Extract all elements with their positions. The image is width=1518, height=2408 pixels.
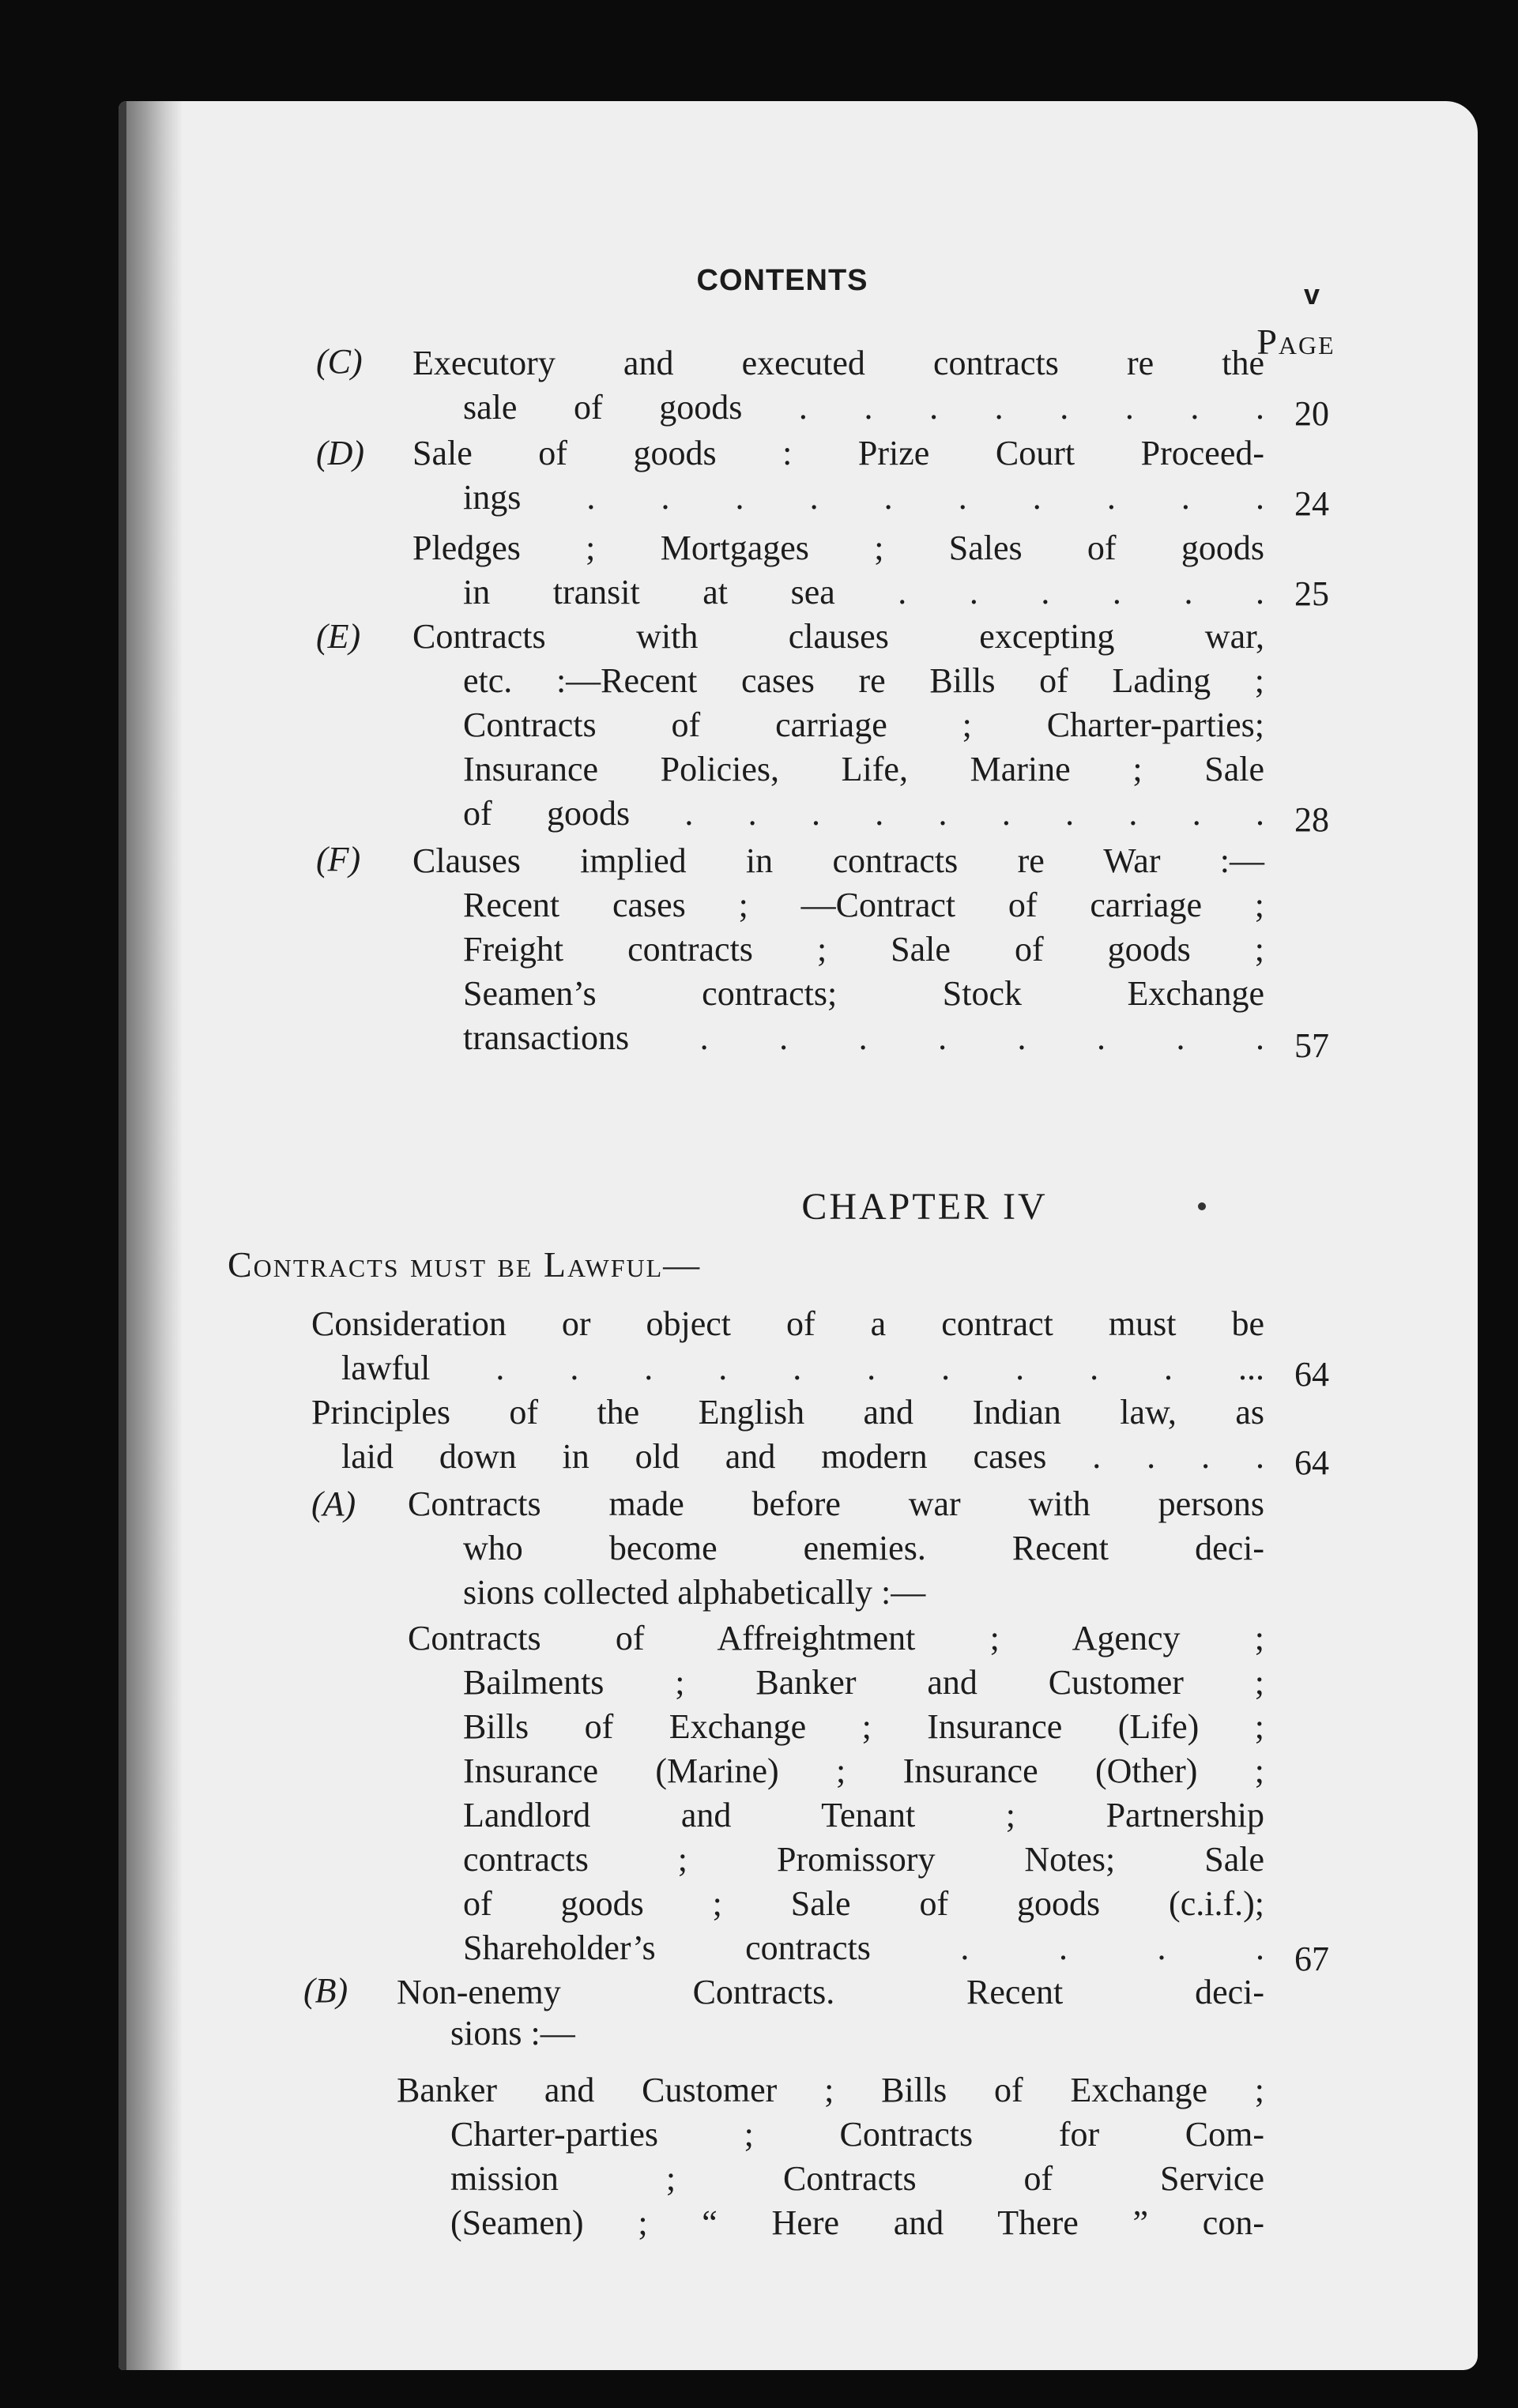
- entry-line: Principles of the English and Indian law, as: [311, 1393, 1264, 1432]
- entry-letter: (A): [311, 1484, 356, 1523]
- entry-line: Freight contracts ; Sale of goods ;: [463, 930, 1264, 969]
- entry-line: lawful . . . . . . . . . . ...: [341, 1349, 1264, 1387]
- entry-line: Contracts made before war with persons: [408, 1484, 1264, 1523]
- entry-line: Bills of Exchange ; Insurance (Life) ;: [463, 1707, 1264, 1746]
- entry-page-number: 64: [1294, 1355, 1329, 1394]
- entry-line: of goods . . . . . . . . . .: [463, 794, 1264, 833]
- chapter-title: CHAPTER IV: [801, 1186, 1048, 1228]
- entry-letter: (B): [303, 1971, 348, 2010]
- entry-line: Contracts of carriage ; Charter-parties;: [463, 705, 1264, 744]
- entry-line: Bailments ; Banker and Customer ;: [463, 1663, 1264, 1702]
- book-page: [119, 101, 1478, 2370]
- entry-line: Clauses implied in contracts re War :—: [412, 841, 1264, 880]
- entry-line: in transit at sea . . . . . .: [463, 573, 1264, 611]
- entry-page-number: 57: [1294, 1026, 1329, 1065]
- entry-line: Shareholder’s contracts . . . .: [463, 1928, 1264, 1967]
- entry-line: Sale of goods : Prize Court Proceed-: [412, 434, 1264, 472]
- entry-line: Pledges ; Mortgages ; Sales of goods: [412, 529, 1264, 567]
- entry-line: Landlord and Tenant ; Partnership: [463, 1796, 1264, 1834]
- page-gutter-shadow: [119, 101, 182, 2370]
- entry-line: sions :—: [450, 2014, 575, 2052]
- entry-line: who become enemies. Recent deci-: [463, 1529, 1264, 1567]
- entry-line: Recent cases ; —Contract of carriage ;: [463, 886, 1264, 924]
- entry-line: transactions . . . . . . . .: [463, 1018, 1264, 1057]
- entry-page-number: 25: [1294, 574, 1329, 613]
- entry-line: mission ; Contracts of Service: [450, 2159, 1264, 2198]
- entry-page-number: 24: [1294, 484, 1329, 523]
- entry-line: sale of goods . . . . . . . .: [463, 388, 1264, 427]
- entry-page-number: 64: [1294, 1443, 1329, 1482]
- running-head-page-number: v: [1303, 278, 1320, 310]
- entry-line: laid down in old and modern cases . . . .: [341, 1437, 1264, 1476]
- running-head-title: CONTENTS: [696, 264, 868, 297]
- entry-letter: (F): [316, 840, 361, 879]
- entry-line: Charter-parties ; Contracts for Com-: [450, 2115, 1264, 2154]
- entry-line: Non-enemy Contracts. Recent deci-: [397, 1973, 1264, 2011]
- entry-line: Contracts of Affreightment ; Agency ;: [408, 1619, 1264, 1657]
- entry-line: (Seamen) ; “ Here and There ” con-: [450, 2203, 1264, 2242]
- entry-line: Insurance Policies, Life, Marine ; Sale: [463, 750, 1264, 788]
- entry-letter: (E): [316, 617, 361, 656]
- entry-line: Consideration or object of a contract must be: [311, 1304, 1264, 1343]
- entry-line: Banker and Customer ; Bills of Exchange ;: [397, 2071, 1264, 2109]
- page-column-label: Page: [1256, 322, 1335, 362]
- entry-page-number: 28: [1294, 800, 1329, 839]
- entry-line: of goods ; Sale of goods (c.i.f.);: [463, 1884, 1264, 1923]
- ink-speck: [1198, 1202, 1206, 1210]
- entry-line: Executory and executed contracts re the: [412, 344, 1264, 382]
- entry-page-number: 67: [1294, 1940, 1329, 1978]
- entry-line: contracts ; Promissory Notes; Sale: [463, 1840, 1264, 1879]
- entry-letter: (C): [316, 342, 363, 381]
- entry-line: etc. :—Recent cases re Bills of Lading ;: [463, 661, 1264, 700]
- entry-page-number: 20: [1294, 394, 1329, 433]
- entry-line: Insurance (Marine) ; Insurance (Other) ;: [463, 1751, 1264, 1790]
- chapter-heading: Contracts must be Lawful—: [228, 1244, 702, 1285]
- entry-line: ings . . . . . . . . . .: [463, 478, 1264, 517]
- entry-line: sions collected alphabetically :—: [463, 1573, 926, 1612]
- entry-line: Contracts with clauses excepting war,: [412, 617, 1264, 656]
- entry-letter: (D): [316, 434, 365, 472]
- page-binding-edge: [119, 101, 126, 2370]
- entry-line: Seamen’s contracts; Stock Exchange: [463, 974, 1264, 1013]
